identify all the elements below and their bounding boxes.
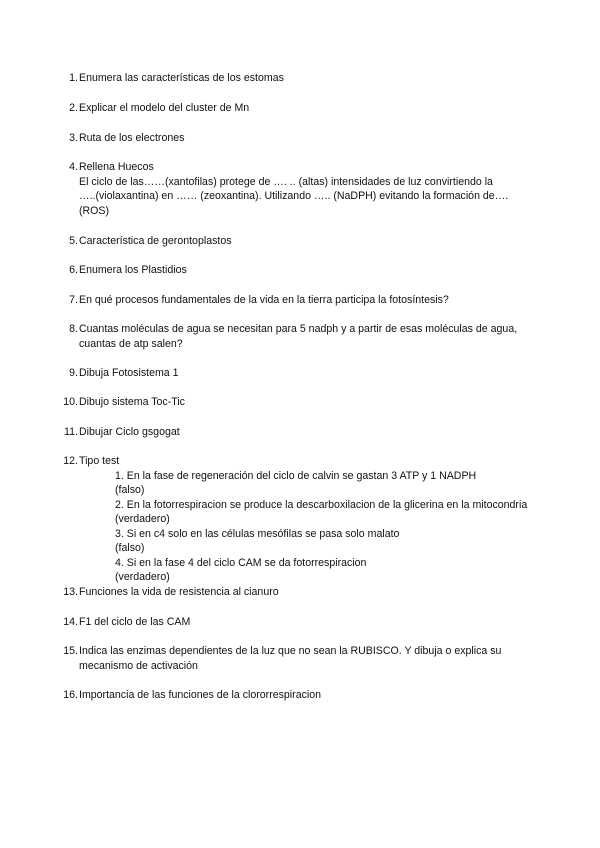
- question-line: mecanismo de activación: [79, 659, 198, 672]
- question-number: 6.: [69, 264, 78, 276]
- question-number: 8.: [69, 323, 78, 335]
- question-number: 3.: [69, 132, 78, 144]
- test-line: 2. En la fotorrespiracion se produce la descarboxilacion de la glicerina en la mitocondria: [115, 498, 528, 511]
- question-text: Explicar el modelo del cluster de Mn: [79, 102, 250, 114]
- question-number: 11.: [64, 426, 78, 438]
- question-number: 16.: [63, 689, 78, 701]
- question-number: 4.: [69, 161, 78, 173]
- test-line: 4. Si en la fase 4 del ciclo CAM se da fotorrespiracion: [115, 556, 367, 569]
- question-number: 15.: [63, 645, 78, 657]
- question-text: Rellena Huecos: [79, 161, 154, 173]
- question-text: En qué procesos fundamentales de la vida en la tierra participa la fotosíntesis?: [79, 294, 449, 306]
- test-line: 3. Si en c4 solo en las células mesófilas se pasa solo malato: [115, 527, 400, 540]
- question-number: 5.: [69, 235, 78, 247]
- test-line: 1. En la fase de regeneración del ciclo de calvin se gastan 3 ATP y 1 NADPH: [115, 469, 477, 482]
- question-text: Ruta de los electrones: [79, 132, 185, 144]
- question-text: Tipo test: [79, 455, 120, 467]
- question-text: Característica de gerontoplastos: [79, 235, 232, 247]
- question-text: Funciones la vida de resistencia al cianuro: [79, 586, 279, 598]
- test-line: (verdadero): [115, 571, 170, 583]
- question-text: Dibujo sistema Toc-Tic: [79, 396, 185, 408]
- question-number: 13.: [63, 586, 78, 598]
- question-text: Cuantas moléculas de agua se necesitan para 5 nadph y a partir de esas moléculas de agua,: [79, 323, 518, 335]
- question-text: Dibuja Fotosistema 1: [79, 367, 179, 379]
- question-line: cuantas de atp salen?: [79, 337, 183, 350]
- question-line: El ciclo de las……(xantofilas) protege de …. .. (altas) intensidades de luz convirtiendo la: [79, 175, 493, 188]
- question-number: 14.: [63, 616, 78, 628]
- question-line: (ROS): [79, 204, 110, 217]
- question-number: 7.: [69, 294, 78, 306]
- test-line: (falso): [115, 542, 145, 554]
- test-line: (verdadero): [115, 513, 170, 525]
- question-text: F1 del ciclo de las CAM: [79, 616, 191, 628]
- question-line: …..(violaxantina) en …… (zeoxantina). Utilizando ….. (NaDPH) evitando la formación de….: [79, 190, 509, 202]
- test-line: (falso): [115, 484, 145, 496]
- question-number: 2.: [69, 102, 78, 114]
- question-number: 10.: [63, 396, 78, 408]
- question-number: 12.: [63, 455, 78, 467]
- question-number: 1.: [69, 72, 78, 84]
- question-text: Enumera las características de los estomas: [79, 72, 284, 84]
- question-text: Importancia de las funciones de la clororrespiracion: [79, 689, 322, 701]
- question-text: Enumera los Plastidios: [79, 264, 187, 276]
- question-number: 9.: [69, 367, 78, 379]
- question-text: Dibujar Ciclo gsgogat: [79, 426, 180, 438]
- question-text: Indica las enzimas dependientes de la luz que no sean la RUBISCO. Y dibuja o explica su: [79, 645, 502, 657]
